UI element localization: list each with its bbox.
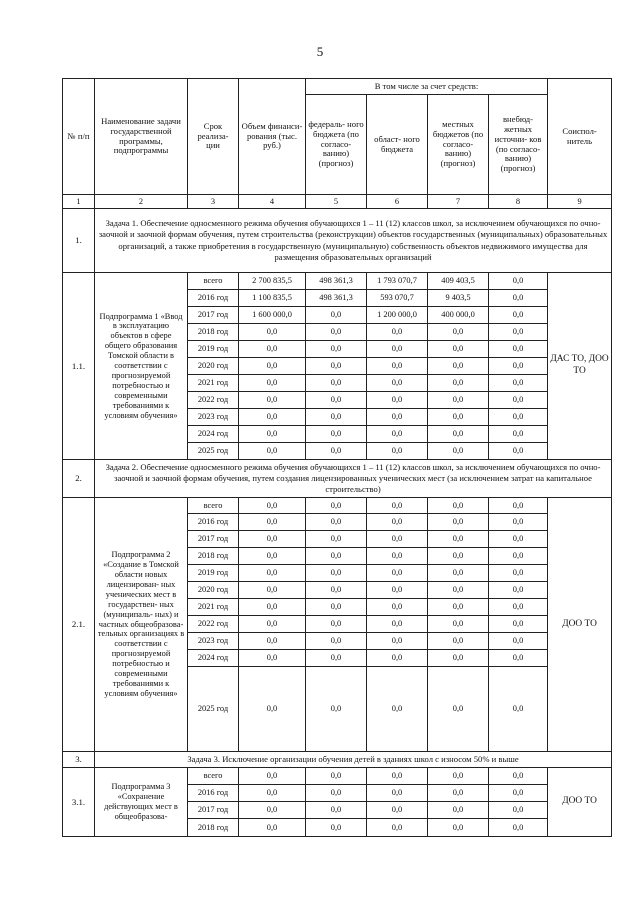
local-cell: 0,0	[428, 785, 489, 802]
local-cell: 0,0	[428, 375, 489, 392]
extra-cell: 0,0	[489, 307, 548, 324]
regional-cell: 0,0	[367, 531, 428, 548]
index-row	[63, 195, 612, 209]
federal-cell: 498 361,3	[306, 290, 367, 307]
header-local: местных бюджетов (по согласо- ванию) (прогноз)	[428, 95, 489, 195]
regional-cell: 0,0	[367, 548, 428, 565]
regional-cell: 0,0	[367, 409, 428, 426]
extra-cell: 0,0	[489, 633, 548, 650]
period-cell: 2019 год	[188, 565, 239, 582]
period-cell: 2024 год	[188, 650, 239, 667]
volume-cell: 0,0	[239, 443, 306, 460]
regional-cell: 0,0	[367, 375, 428, 392]
volume-cell: 0,0	[239, 616, 306, 633]
volume-cell: 0,0	[239, 667, 306, 752]
extra-cell: 0,0	[489, 443, 548, 460]
extra-cell: 0,0	[489, 324, 548, 341]
local-cell: 0,0	[428, 392, 489, 409]
local-cell: 0,0	[428, 633, 489, 650]
federal-cell: 0,0	[306, 768, 367, 785]
financing-table	[62, 78, 612, 837]
local-cell: 0,0	[428, 426, 489, 443]
regional-cell: 0,0	[367, 599, 428, 616]
local-cell: 0,0	[428, 667, 489, 752]
prog1-name: Подпрограмма 1 «Ввод в эксплуатацию объектов в сфере общего образования Томской области в соответствии с прогнозируемой потребностью и современными требованиями к условиям обучения»	[95, 273, 188, 460]
volume-cell: 0,0	[239, 375, 306, 392]
period-cell: 2016 год	[188, 290, 239, 307]
volume-cell: 0,0	[239, 633, 306, 650]
prog3-executor: ДОО ТО	[548, 768, 612, 837]
federal-cell: 0,0	[306, 341, 367, 358]
volume-cell: 0,0	[239, 409, 306, 426]
federal-cell: 0,0	[306, 565, 367, 582]
volume-cell: 0,0	[239, 548, 306, 565]
federal-cell: 0,0	[306, 531, 367, 548]
extra-cell: 0,0	[489, 290, 548, 307]
federal-cell: 0,0	[306, 443, 367, 460]
local-cell: 0,0	[428, 341, 489, 358]
volume-cell: 1 600 000,0	[239, 307, 306, 324]
period-cell: 2020 год	[188, 358, 239, 375]
volume-cell: 0,0	[239, 341, 306, 358]
extra-cell: 0,0	[489, 565, 548, 582]
federal-cell: 498 361,3	[306, 273, 367, 290]
period-cell: 2016 год	[188, 514, 239, 531]
financing-row	[63, 498, 612, 514]
volume-cell: 0,0	[239, 802, 306, 819]
extra-cell: 0,0	[489, 358, 548, 375]
period-cell: всего	[188, 768, 239, 785]
local-cell: 0,0	[428, 565, 489, 582]
federal-cell: 0,0	[306, 409, 367, 426]
index-cell: 5	[306, 195, 367, 209]
extra-cell: 0,0	[489, 819, 548, 837]
task2-text: Задача 2. Обеспечение односменного режима обучения обучающихся 1 – 11 (12) классов школ, за исключением обучающихся по очно-заочной и заочной формам обучения, путем создания лицензированных ученических мест (за исключением затрат на капитальное строительство)	[95, 460, 612, 498]
period-cell: всего	[188, 498, 239, 514]
prog3-number: 3.1.	[63, 768, 95, 837]
period-cell: 2022 год	[188, 616, 239, 633]
volume-cell: 2 700 835,5	[239, 273, 306, 290]
period-cell: 2020 год	[188, 582, 239, 599]
regional-cell: 0,0	[367, 443, 428, 460]
federal-cell: 0,0	[306, 633, 367, 650]
header-row	[63, 79, 612, 95]
local-cell: 0,0	[428, 802, 489, 819]
extra-cell: 0,0	[489, 650, 548, 667]
volume-cell: 0,0	[239, 785, 306, 802]
volume-cell: 0,0	[239, 565, 306, 582]
federal-cell: 0,0	[306, 375, 367, 392]
local-cell: 0,0	[428, 443, 489, 460]
regional-cell: 0,0	[367, 667, 428, 752]
period-cell: 2021 год	[188, 599, 239, 616]
index-cell: 3	[188, 195, 239, 209]
regional-cell: 0,0	[367, 498, 428, 514]
volume-cell: 0,0	[239, 324, 306, 341]
prog2-executor: ДОО ТО	[548, 498, 612, 752]
period-cell: 2021 год	[188, 375, 239, 392]
index-cell: 7	[428, 195, 489, 209]
regional-cell: 593 070,7	[367, 290, 428, 307]
extra-cell: 0,0	[489, 409, 548, 426]
extra-cell: 0,0	[489, 548, 548, 565]
federal-cell: 0,0	[306, 785, 367, 802]
regional-cell: 0,0	[367, 514, 428, 531]
volume-cell: 0,0	[239, 599, 306, 616]
extra-cell: 0,0	[489, 802, 548, 819]
extra-cell: 0,0	[489, 531, 548, 548]
federal-cell: 0,0	[306, 650, 367, 667]
extra-cell: 0,0	[489, 426, 548, 443]
local-cell: 0,0	[428, 409, 489, 426]
period-cell: 2023 год	[188, 409, 239, 426]
prog1-executor: ДАС ТО, ДОО ТО	[548, 273, 612, 460]
federal-cell: 0,0	[306, 514, 367, 531]
header-volume: Объем финанси- рования (тыс. руб.)	[239, 79, 306, 195]
prog2-number: 2.1.	[63, 498, 95, 752]
period-cell: 2017 год	[188, 307, 239, 324]
volume-cell: 0,0	[239, 819, 306, 837]
task1-row	[63, 209, 612, 273]
regional-cell: 1 200 000,0	[367, 307, 428, 324]
header-name: Наименование задачи государственной программы, подпрограммы	[95, 79, 188, 195]
task3-number: 3.	[63, 752, 95, 768]
header-num: № п/п	[63, 79, 95, 195]
task3-text: Задача 3. Исключение организации обучения детей в зданиях школ с износом 50% и выше	[95, 752, 612, 768]
prog2-name: Подпрограмма 2 «Создание в Томской области новых лицензирован- ных ученических мест в государствен- ных (муниципаль- ных) и частных общеобразова- тельных организациях в соответствии с прогнозируемой потребностью и современными требованиями к условиям обучения»	[95, 498, 188, 752]
header-extra: внебюд- жетных источни- ков (по согласо- ванию) (прогноз)	[489, 95, 548, 195]
period-cell: 2022 год	[188, 392, 239, 409]
local-cell: 0,0	[428, 582, 489, 599]
task2-number: 2.	[63, 460, 95, 498]
task2-row	[63, 460, 612, 498]
period-cell: 2023 год	[188, 633, 239, 650]
extra-cell: 0,0	[489, 392, 548, 409]
local-cell: 0,0	[428, 324, 489, 341]
federal-cell: 0,0	[306, 819, 367, 837]
regional-cell: 0,0	[367, 616, 428, 633]
extra-cell: 0,0	[489, 768, 548, 785]
regional-cell: 0,0	[367, 802, 428, 819]
prog1-number: 1.1.	[63, 273, 95, 460]
federal-cell: 0,0	[306, 426, 367, 443]
extra-cell: 0,0	[489, 582, 548, 599]
period-cell: 2018 год	[188, 819, 239, 837]
index-cell: 2	[95, 195, 188, 209]
financing-row	[63, 273, 612, 290]
extra-cell: 0,0	[489, 273, 548, 290]
volume-cell: 0,0	[239, 768, 306, 785]
period-cell: всего	[188, 273, 239, 290]
extra-cell: 0,0	[489, 498, 548, 514]
local-cell: 9 403,5	[428, 290, 489, 307]
extra-cell: 0,0	[489, 514, 548, 531]
regional-cell: 0,0	[367, 582, 428, 599]
volume-cell: 0,0	[239, 358, 306, 375]
header-regional: област- ного бюджета	[367, 95, 428, 195]
volume-cell: 0,0	[239, 650, 306, 667]
regional-cell: 0,0	[367, 341, 428, 358]
regional-cell: 0,0	[367, 426, 428, 443]
federal-cell: 0,0	[306, 548, 367, 565]
index-cell: 1	[63, 195, 95, 209]
period-cell: 2019 год	[188, 341, 239, 358]
federal-cell: 0,0	[306, 392, 367, 409]
regional-cell: 0,0	[367, 633, 428, 650]
period-cell: 2017 год	[188, 802, 239, 819]
period-cell: 2024 год	[188, 426, 239, 443]
task3-row	[63, 752, 612, 768]
federal-cell: 0,0	[306, 599, 367, 616]
extra-cell: 0,0	[489, 667, 548, 752]
federal-cell: 0,0	[306, 324, 367, 341]
index-cell: 8	[489, 195, 548, 209]
local-cell: 0,0	[428, 514, 489, 531]
regional-cell: 0,0	[367, 819, 428, 837]
regional-cell: 1 793 070,7	[367, 273, 428, 290]
federal-cell: 0,0	[306, 616, 367, 633]
regional-cell: 0,0	[367, 324, 428, 341]
federal-cell: 0,0	[306, 498, 367, 514]
period-cell: 2025 год	[188, 667, 239, 752]
period-cell: 2018 год	[188, 324, 239, 341]
local-cell: 0,0	[428, 768, 489, 785]
local-cell: 0,0	[428, 358, 489, 375]
volume-cell: 0,0	[239, 392, 306, 409]
extra-cell: 0,0	[489, 785, 548, 802]
volume-cell: 0,0	[239, 426, 306, 443]
period-cell: 2016 год	[188, 785, 239, 802]
local-cell: 0,0	[428, 548, 489, 565]
header-including: В том числе за счет средств:	[306, 79, 548, 95]
volume-cell: 0,0	[239, 531, 306, 548]
header-period: Срок реализа- ции	[188, 79, 239, 195]
regional-cell: 0,0	[367, 358, 428, 375]
volume-cell: 1 100 835,5	[239, 290, 306, 307]
period-cell: 2017 год	[188, 531, 239, 548]
local-cell: 0,0	[428, 650, 489, 667]
index-cell: 9	[548, 195, 612, 209]
federal-cell: 0,0	[306, 667, 367, 752]
index-cell: 4	[239, 195, 306, 209]
volume-cell: 0,0	[239, 582, 306, 599]
regional-cell: 0,0	[367, 768, 428, 785]
task1-number: 1.	[63, 209, 95, 273]
local-cell: 0,0	[428, 498, 489, 514]
period-cell: 2018 год	[188, 548, 239, 565]
regional-cell: 0,0	[367, 565, 428, 582]
prog3-name: Подпрограмма 3 «Сохранение действующих мест в общеобразова-	[95, 768, 188, 837]
extra-cell: 0,0	[489, 375, 548, 392]
regional-cell: 0,0	[367, 650, 428, 667]
financing-row	[63, 768, 612, 785]
header-federal: федераль- ного бюджета (по согласо- ванию) (прогноз)	[306, 95, 367, 195]
extra-cell: 0,0	[489, 599, 548, 616]
federal-cell: 0,0	[306, 358, 367, 375]
extra-cell: 0,0	[489, 616, 548, 633]
extra-cell: 0,0	[489, 341, 548, 358]
volume-cell: 0,0	[239, 514, 306, 531]
volume-cell: 0,0	[239, 498, 306, 514]
regional-cell: 0,0	[367, 392, 428, 409]
local-cell: 400 000,0	[428, 307, 489, 324]
local-cell: 409 403,5	[428, 273, 489, 290]
local-cell: 0,0	[428, 616, 489, 633]
header-executor: Соиспол- нитель	[548, 79, 612, 195]
regional-cell: 0,0	[367, 785, 428, 802]
federal-cell: 0,0	[306, 307, 367, 324]
local-cell: 0,0	[428, 599, 489, 616]
task1-text: Задача 1. Обеспечение односменного режима обучения обучающихся 1 – 11 (12) классов школ, за исключением обучающихся по очно-заочной и заочной формам обучения, путем строительства (реконструкции) объектов государственных (муниципальных) образовательных организаций, а также приобретения в государственную (муниципальную) собственность объектов недвижимого имущества для размещения образовательных организаций	[95, 209, 612, 273]
federal-cell: 0,0	[306, 582, 367, 599]
local-cell: 0,0	[428, 819, 489, 837]
index-cell: 6	[367, 195, 428, 209]
federal-cell: 0,0	[306, 802, 367, 819]
local-cell: 0,0	[428, 531, 489, 548]
period-cell: 2025 год	[188, 443, 239, 460]
page-number: 5	[316, 44, 324, 59]
